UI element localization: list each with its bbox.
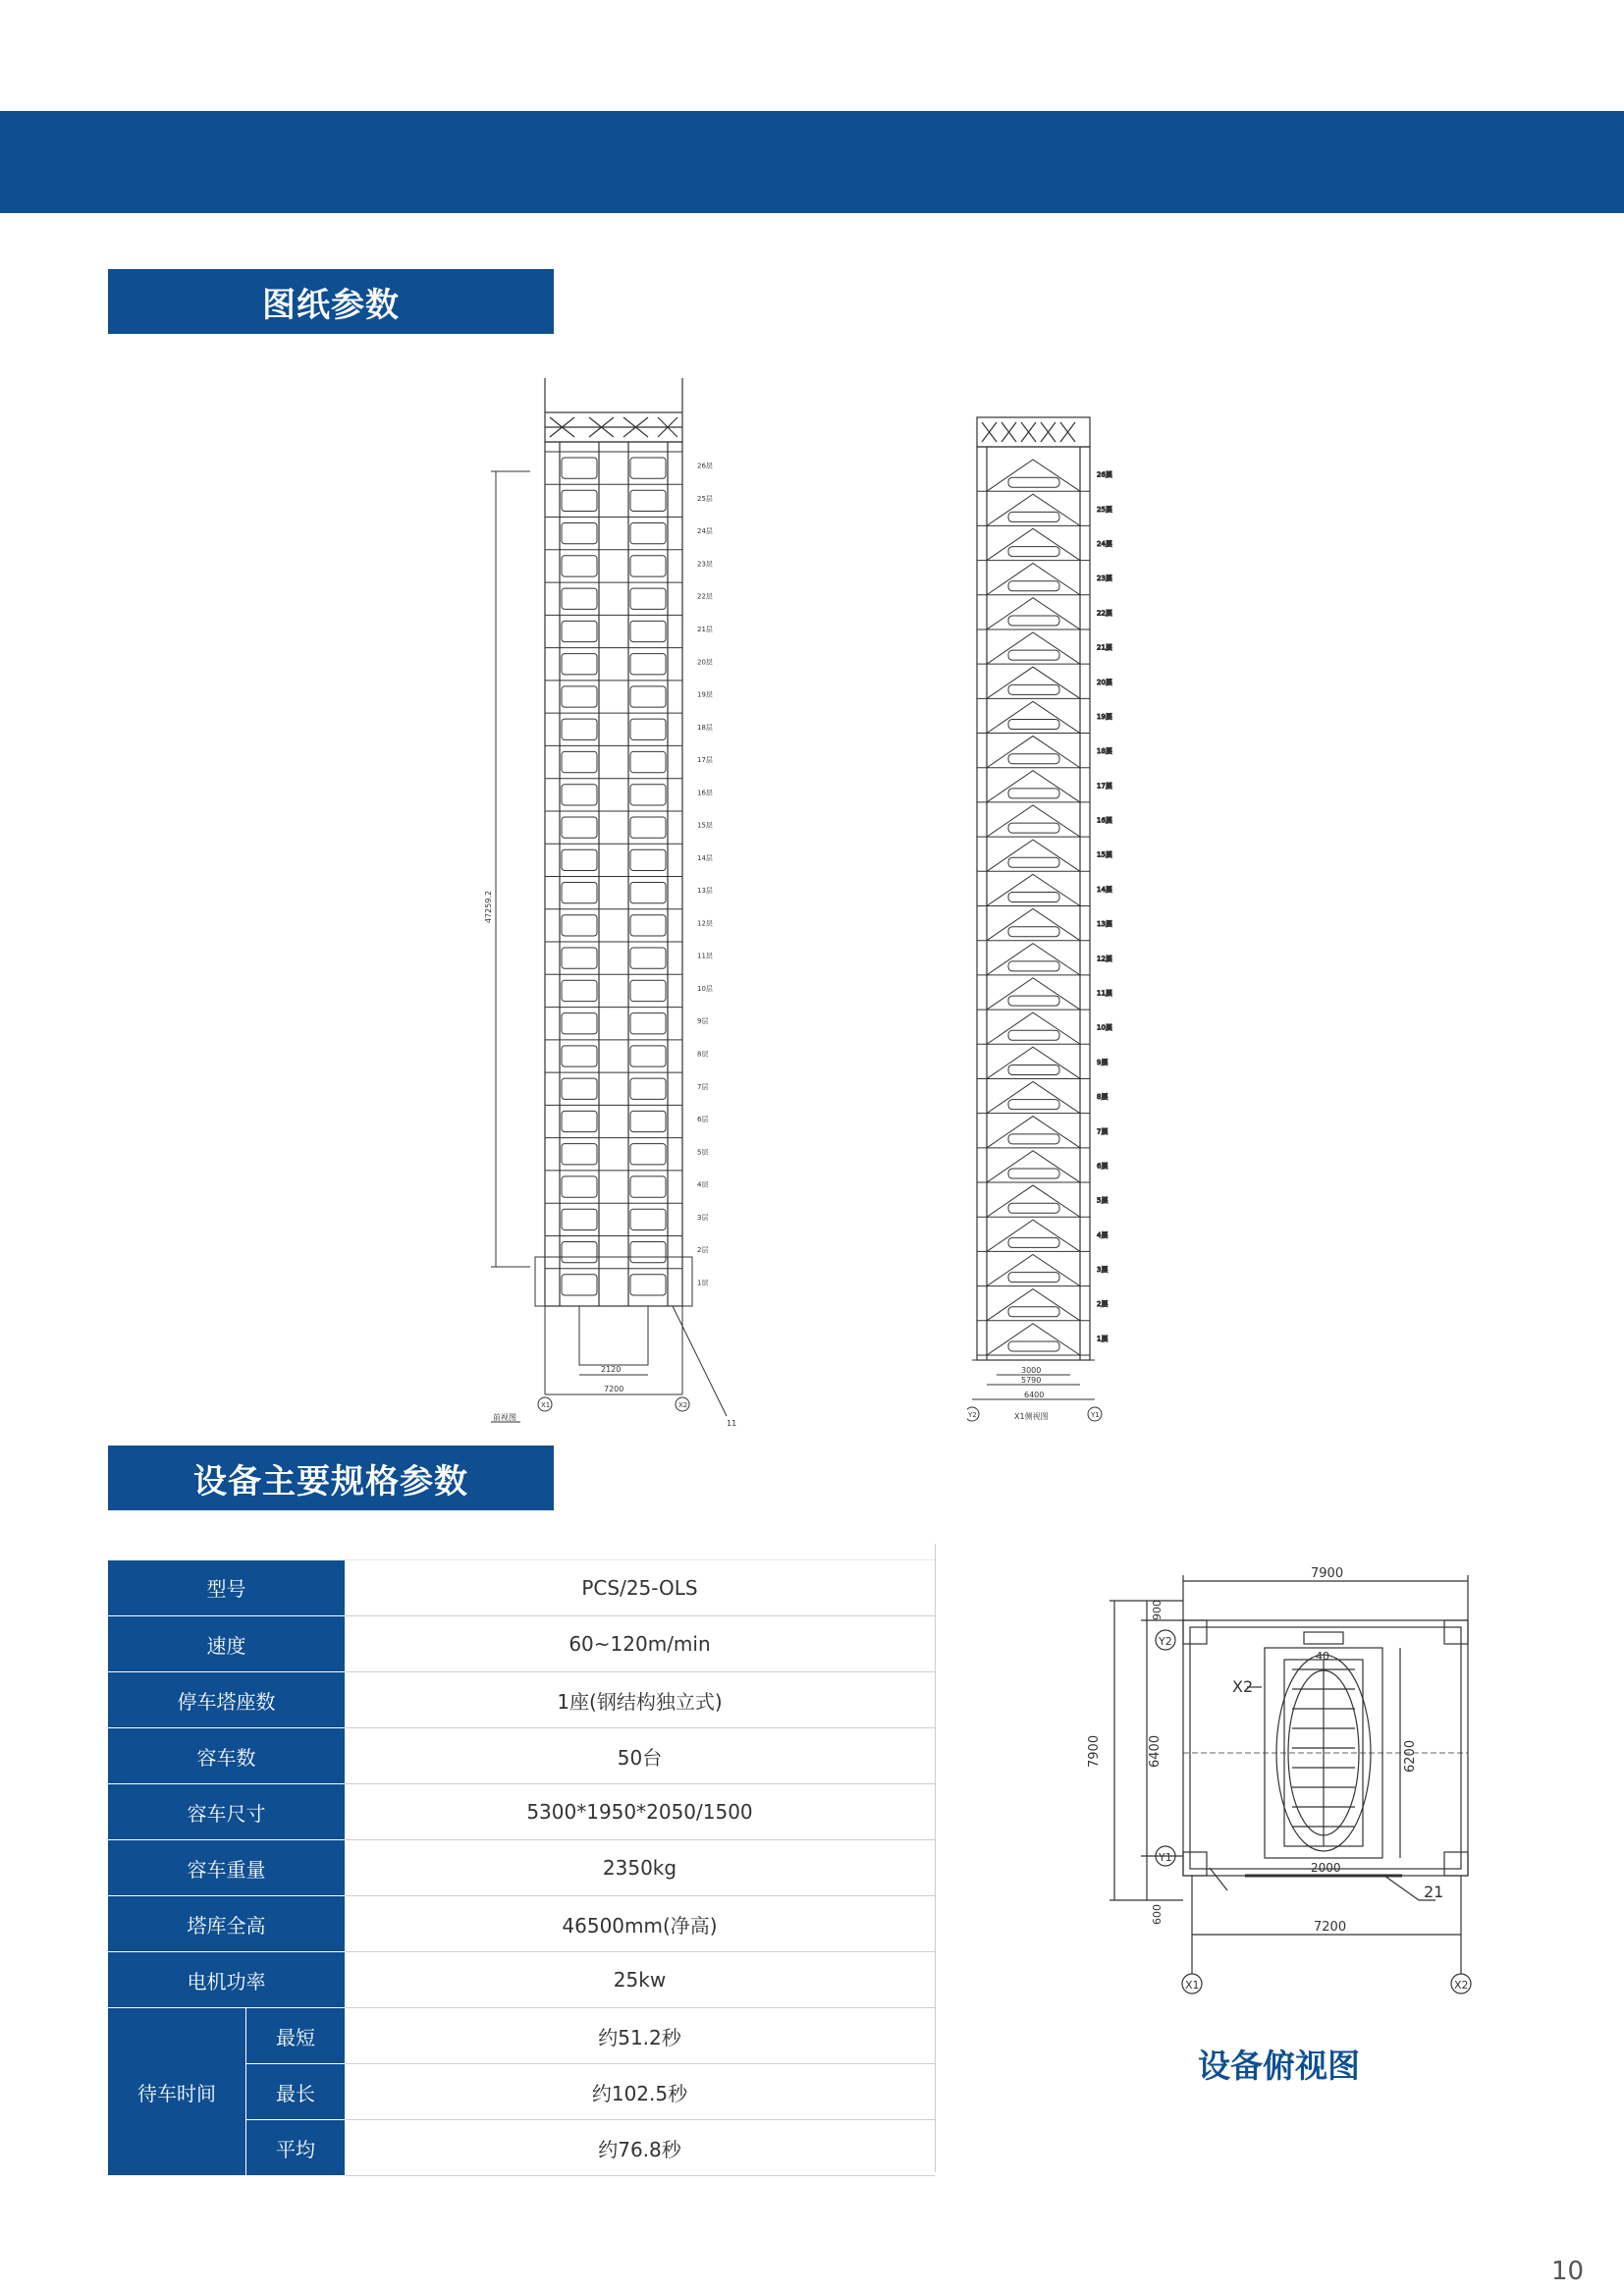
table-row — [108, 1728, 935, 1784]
wait-time-value: 约76.8秒 — [345, 2120, 935, 2176]
plan-dim-top: 7900 — [1311, 1566, 1344, 1581]
plan-view-drawing — [1070, 1561, 1492, 2013]
side-floor-label: 5层 — [1097, 1196, 1109, 1205]
side-floor-label: 4层 — [1097, 1230, 1109, 1239]
side-floor-label: 15层 — [1097, 850, 1112, 859]
front-floor-label: 5层 — [697, 1148, 709, 1157]
front-floor-label: 12层 — [697, 919, 713, 928]
side-floor-label: 17层 — [1097, 782, 1112, 791]
side-floor-label: 22层 — [1097, 609, 1112, 618]
front-floor-label: 3层 — [697, 1213, 709, 1222]
spec-value: 60~120m/min — [345, 1616, 935, 1672]
front-floor-label: 8层 — [697, 1050, 709, 1059]
front-floor-label: 25层 — [697, 494, 713, 503]
table-row — [108, 1672, 935, 1728]
side-floor-label: 1层 — [1097, 1335, 1109, 1343]
wait-time-sub-label: 平均 — [246, 2120, 346, 2176]
front-floor-label: 2层 — [697, 1246, 709, 1255]
front-view-title: 前视图 — [493, 1413, 516, 1422]
spec-label: 容车数 — [108, 1728, 345, 1784]
front-floor-label: 14层 — [697, 853, 713, 862]
plan-axis-y1: Y1 — [1159, 1851, 1172, 1864]
side-floor-label: 7层 — [1097, 1127, 1109, 1136]
side-grid-left: Y2 — [968, 1411, 977, 1419]
front-floor-label: 18层 — [697, 723, 713, 732]
side-sub-width-dim: 3000 — [1021, 1366, 1042, 1375]
plan-dim-left-6400: 6400 — [1148, 1734, 1163, 1768]
front-floor-label: 20层 — [697, 658, 713, 667]
plan-dim-left-900: 900 — [1151, 1600, 1164, 1620]
wait-time-sub-label: 最长 — [246, 2064, 346, 2120]
plan-dim-inner-6200: 6200 — [1403, 1739, 1418, 1773]
plan-axis-x2: X2 — [1454, 1979, 1469, 1992]
side-floor-label: 11层 — [1097, 989, 1112, 998]
front-floor-label: 17层 — [697, 756, 713, 765]
spec-label: 电机功率 — [108, 1952, 345, 2008]
front-floor-label: 24层 — [697, 527, 713, 536]
plan-dim-left-600: 600 — [1151, 1904, 1164, 1925]
spec-label: 停车塔座数 — [108, 1672, 345, 1728]
table-row — [108, 1896, 935, 1952]
side-floor-label: 21层 — [1097, 643, 1112, 652]
front-floor-label: 13层 — [697, 887, 713, 896]
spec-value: 25kw — [345, 1952, 935, 2008]
table-row — [108, 1616, 935, 1672]
side-floor-label: 9层 — [1097, 1058, 1109, 1066]
plan-axis-x1: X1 — [1185, 1979, 1200, 1992]
front-total-height-dim: 47259.2 — [484, 890, 493, 923]
top-header-band — [0, 111, 1624, 213]
front-floor-label: 6层 — [697, 1116, 709, 1124]
side-floor-label: 25层 — [1097, 505, 1112, 514]
spec-label: 型号 — [108, 1560, 345, 1616]
spec-label: 容车重量 — [108, 1840, 345, 1896]
front-view-drawing — [452, 373, 746, 1429]
front-floor-label: 19层 — [697, 690, 713, 699]
front-inner-width-dim: 2120 — [601, 1365, 622, 1374]
side-floor-label: 19层 — [1097, 712, 1112, 721]
wait-time-label: 待车时间 — [108, 2008, 246, 2176]
front-floor-label: 11层 — [697, 952, 713, 960]
side-grid-right: Y1 — [1091, 1411, 1100, 1419]
table-row — [108, 1840, 935, 1896]
spec-value: 46500mm(净高) — [345, 1896, 935, 1952]
side-view-drawing — [967, 403, 1124, 1429]
plan-dim-inner-2000: 2000 — [1311, 1861, 1341, 1875]
section-header-drawing-params: 图纸参数 — [108, 269, 554, 334]
front-grid-right: X2 — [678, 1401, 688, 1409]
front-width-dim: 7200 — [604, 1385, 624, 1393]
spec-value: PCS/25-OLS — [345, 1560, 935, 1616]
side-floor-label: 2层 — [1097, 1300, 1109, 1309]
side-floor-label: 10层 — [1097, 1023, 1112, 1032]
front-floor-label: 22层 — [697, 592, 713, 601]
spec-value: 1座(钢结构独立式) — [345, 1672, 935, 1728]
plan-dim-bottom: 7200 — [1314, 1920, 1347, 1935]
side-floor-label: 20层 — [1097, 678, 1112, 686]
side-floor-label: 26层 — [1097, 470, 1112, 479]
front-floor-label: 21层 — [697, 625, 713, 633]
side-width-dim: 6400 — [1024, 1391, 1045, 1399]
side-floor-label: 8层 — [1097, 1093, 1109, 1102]
side-inner-width-dim: 5790 — [1021, 1376, 1042, 1385]
side-view-title: X1侧视图 — [1014, 1412, 1049, 1421]
side-floor-label: 14层 — [1097, 885, 1112, 894]
side-floor-label: 12层 — [1097, 955, 1112, 963]
spec-label: 速度 — [108, 1616, 345, 1672]
front-floor-label: 7层 — [697, 1082, 709, 1091]
wait-time-value: 约51.2秒 — [345, 2008, 935, 2064]
spec-label: 容车尺寸 — [108, 1784, 345, 1840]
front-floor-label: 26层 — [697, 462, 713, 470]
plan-label-21: 21 — [1424, 1883, 1444, 1901]
plan-view-caption: 设备俯视图 — [1198, 2047, 1360, 2085]
table-row — [108, 1952, 935, 2008]
table-row — [108, 1784, 935, 1840]
wait-time-value: 约102.5秒 — [345, 2064, 935, 2120]
table-row — [108, 1560, 935, 1616]
spec-value: 50台 — [345, 1728, 935, 1784]
front-callout: 11 — [727, 1419, 737, 1428]
side-floor-label: 18层 — [1097, 747, 1112, 756]
wait-time-sub-label: 最短 — [246, 2008, 346, 2064]
front-floor-label: 4层 — [697, 1180, 709, 1189]
front-floor-label: 23层 — [697, 560, 713, 569]
spec-value: 5300*1950*2050/1500 — [345, 1784, 935, 1840]
section-header-main-specs: 设备主要规格参数 — [108, 1446, 554, 1510]
specs-table — [108, 1559, 935, 2176]
plan-dim-inner-40: 40 — [1316, 1650, 1329, 1663]
plan-dim-left-total: 7900 — [1087, 1734, 1102, 1768]
side-floor-label: 24层 — [1097, 539, 1112, 548]
front-floor-label: 10层 — [697, 984, 713, 993]
side-floor-label: 6层 — [1097, 1162, 1109, 1171]
front-floor-label: 15层 — [697, 821, 713, 830]
front-floor-label: 9层 — [697, 1017, 709, 1026]
table-row — [108, 2008, 935, 2064]
front-floor-label: 16层 — [697, 789, 713, 797]
plan-label-x2: X2 — [1232, 1677, 1254, 1696]
front-grid-left: X1 — [541, 1401, 551, 1409]
side-floor-label: 23层 — [1097, 574, 1112, 583]
side-floor-label: 3层 — [1097, 1266, 1109, 1275]
side-floor-label: 13层 — [1097, 920, 1112, 929]
spec-label: 塔库全高 — [108, 1896, 345, 1952]
table-right-rule — [935, 1544, 936, 2172]
plan-axis-y2: Y2 — [1159, 1635, 1172, 1648]
front-floor-label: 1层 — [697, 1279, 709, 1287]
spec-value: 2350kg — [345, 1840, 935, 1896]
page-number: 10 — [1551, 2257, 1585, 2286]
side-floor-label: 16层 — [1097, 816, 1112, 825]
